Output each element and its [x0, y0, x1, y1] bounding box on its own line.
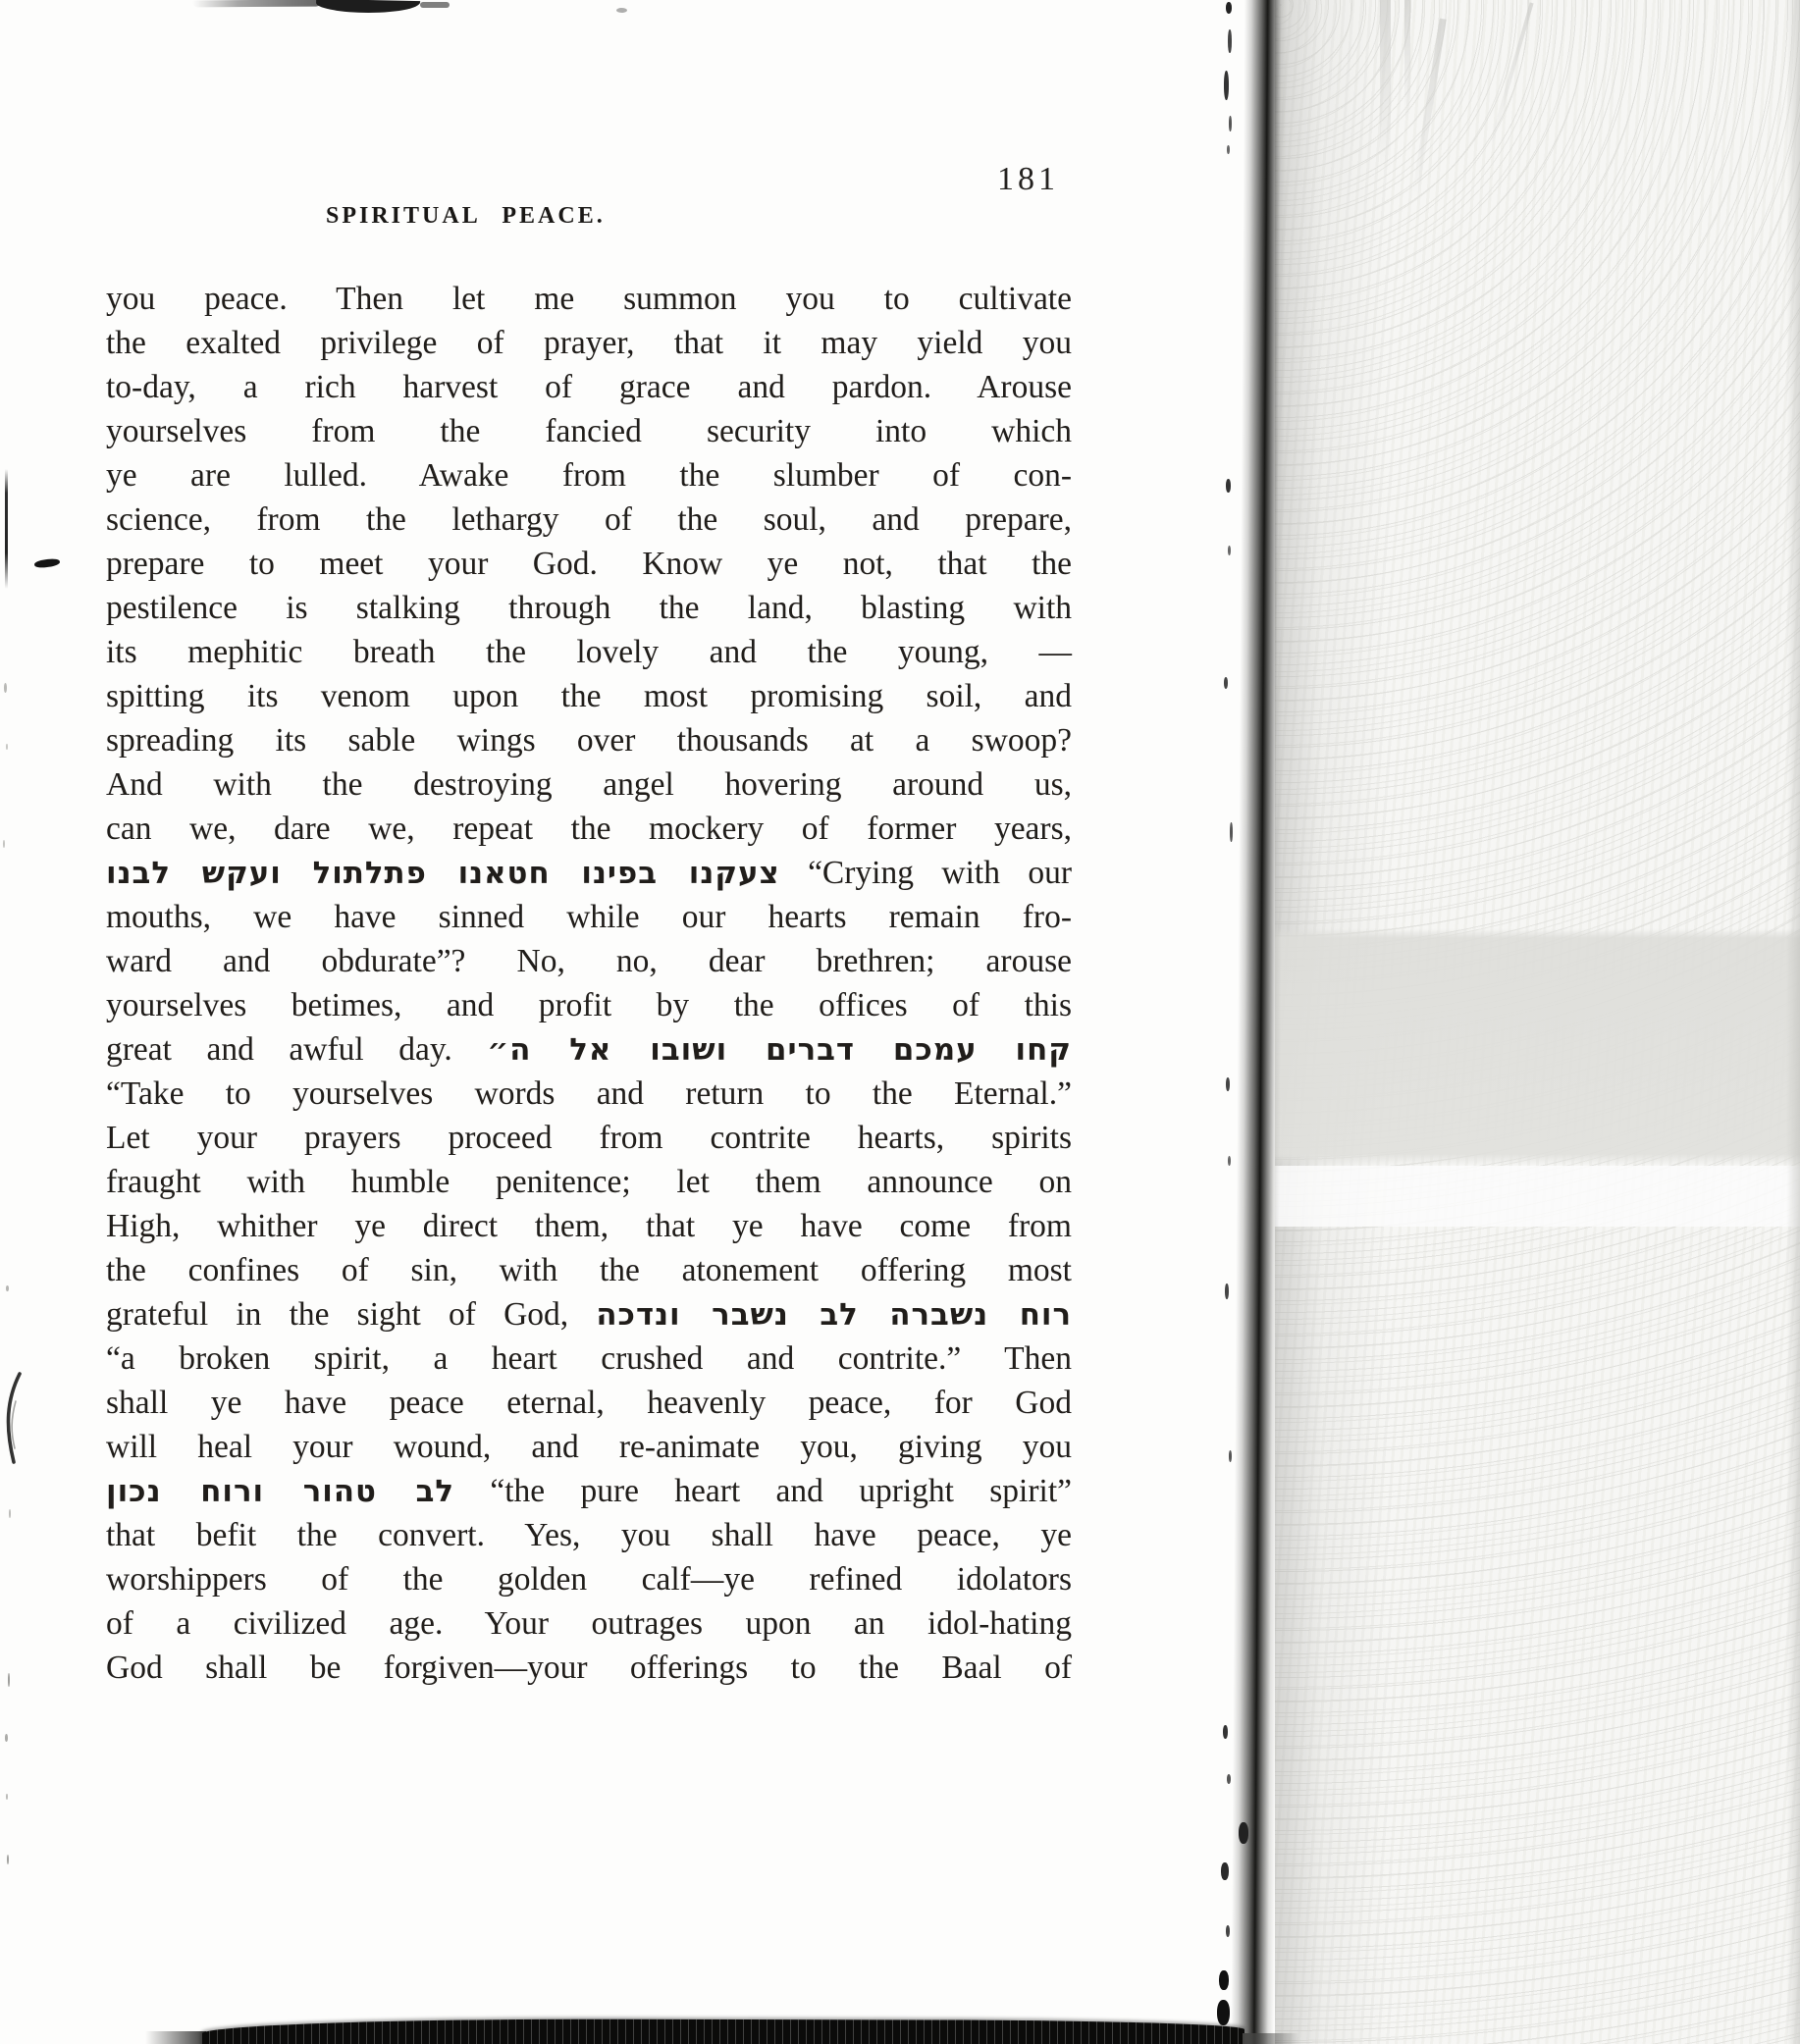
text-line: that befit the convert. Yes, you shall have peace, ye: [106, 1517, 1072, 1553]
text-line: its mephitic breath the lovely and the young, —: [106, 634, 1072, 670]
scan-smudge-top: [420, 2, 450, 8]
binding-speck: [1227, 1774, 1231, 1784]
text-line: צעקנו בפינו חטאנו פתלתול ועקש לבנו “Crying with our: [106, 855, 1072, 891]
text-line: science, from the lethargy of the soul, and prepare,: [106, 501, 1072, 538]
text-line: And with the destroying angel hovering around us,: [106, 766, 1072, 803]
text-line: can we, dare we, repeat the mockery of former years,: [106, 811, 1072, 847]
text-line: ward and obdurate”? No, no, dear brethren; arouse: [106, 943, 1072, 979]
binding-speck: [1239, 1822, 1248, 1844]
scan-speck: [9, 1509, 11, 1518]
running-head-title: SPIRITUAL PEACE.: [326, 203, 606, 229]
scan-speck: [5, 1734, 8, 1742]
text-line: worshippers of the golden calf—ye refined idolators: [106, 1561, 1072, 1598]
scan-speck: [4, 683, 7, 693]
text-line: God shall be forgiven—your offerings to the Baal of: [106, 1650, 1072, 1686]
bottom-edge-smear: [1243, 2033, 1299, 2044]
text-line: shall ye have peace eternal, heavenly peace, for God: [106, 1385, 1072, 1421]
text-line: mouths, we have sinned while our hearts remain fro-: [106, 899, 1072, 935]
scan-speck: [6, 1285, 9, 1291]
binding-speck: [1228, 1156, 1231, 1166]
text-line: High, whither ye direct them, that ye have come from: [106, 1208, 1072, 1244]
scan-speck: [616, 8, 627, 13]
binding-speck: [1229, 1450, 1232, 1462]
scan-streak: [1404, 0, 1410, 118]
text-line: prepare to meet your God. Know ye not, that the: [106, 546, 1072, 582]
text-line: to-day, a rich harvest of grace and pardon. Arouse: [106, 369, 1072, 405]
hebrew-phrase: צעקנו בפינו חטאנו פתלתול ועקש לבנו: [106, 856, 780, 891]
scan-speck: [3, 840, 5, 848]
text-block: [106, 277, 1072, 1690]
scan-speck: [6, 744, 8, 750]
text-line: לב טהור ורוח נכון “the pure heart and upright spirit”: [106, 1473, 1072, 1509]
text-line: spitting its venom upon the most promising soil, and: [106, 678, 1072, 714]
scan-speck: [6, 1794, 8, 1800]
page-number: 181: [997, 161, 1059, 197]
text-line: “a broken spirit, a heart crushed and contrite.” Then: [106, 1340, 1072, 1377]
text-line: you peace. Then let me summon you to cultivate: [106, 281, 1072, 317]
binding-speck: [1224, 71, 1229, 100]
scan-speck: [8, 1673, 10, 1687]
bottom-edge-taper: [145, 2031, 206, 2044]
text-line: pestilence is stalking through the land, blasting with: [106, 590, 1072, 626]
binding-speck: [1221, 1862, 1229, 1880]
text-line: spreading its sable wings over thousands at a swoop?: [106, 722, 1072, 759]
scan-margin-dash: [34, 557, 61, 568]
scan-streak: [1380, 0, 1391, 172]
text-line: yourselves betimes, and profit by the offices of this: [106, 987, 1072, 1023]
binding-speck: [1225, 1284, 1229, 1299]
binding-speck: [1223, 1725, 1228, 1739]
scan-smudge-top: [316, 0, 420, 14]
binding-speck: [1226, 1925, 1230, 1937]
text-line: the confines of sin, with the atonement offering most: [106, 1252, 1072, 1288]
text-line: Let your prayers proceed from contrite hearts, spirits: [106, 1120, 1072, 1156]
binding-speck: [1219, 1970, 1229, 1990]
binding-speck: [1228, 29, 1232, 53]
text-line: “Take to yourselves words and return to the Eternal.”: [106, 1075, 1072, 1112]
facing-page-light-strip: [1275, 1166, 1800, 1227]
scan-pen-stroke: [0, 1372, 33, 1470]
binding-speck: [1226, 1077, 1230, 1091]
binding-speck: [1229, 116, 1232, 131]
text-line: yourselves from the fancied security into which: [106, 413, 1072, 449]
hebrew-phrase: רוח נשברה לב נשבר ונדכה: [596, 1297, 1072, 1333]
scan-speck: [7, 1855, 9, 1864]
text-line: fraught with humble penitence; let them announce on: [106, 1164, 1072, 1200]
scan-smudge-top: [192, 0, 322, 7]
scan-margin-line: [5, 469, 8, 589]
text-line: grateful in the sight of God, רוח נשברה לב נשבר ונדכה: [106, 1296, 1072, 1333]
text-line: of a civilized age. Your outrages upon an idol-hating: [106, 1605, 1072, 1642]
text-line: great and awful day. קחו עמכם דברים ושובו אל ה״: [106, 1031, 1072, 1068]
binding-speck: [1226, 2, 1232, 14]
hebrew-phrase: קחו עמכם דברים ושובו אל ה״: [487, 1032, 1072, 1068]
binding-speck: [1230, 822, 1233, 842]
binding-speck: [1224, 677, 1228, 689]
text-line: ye are lulled. Awake from the slumber of con-: [106, 457, 1072, 494]
binding-speck: [1226, 479, 1231, 493]
hebrew-phrase: לב טהור ורוח נכון: [106, 1474, 455, 1509]
text-line: will heal your wound, and re-animate you, giving you: [106, 1429, 1072, 1465]
scan-right-edge: [1786, 0, 1800, 2044]
binding-speck: [1228, 546, 1231, 555]
binding-speck: [1227, 145, 1230, 154]
text-line: the exalted privilege of prayer, that it may yield you: [106, 325, 1072, 361]
facing-page-gray-band: [1275, 928, 1800, 1166]
bottom-edge-band: [201, 2018, 1244, 2044]
